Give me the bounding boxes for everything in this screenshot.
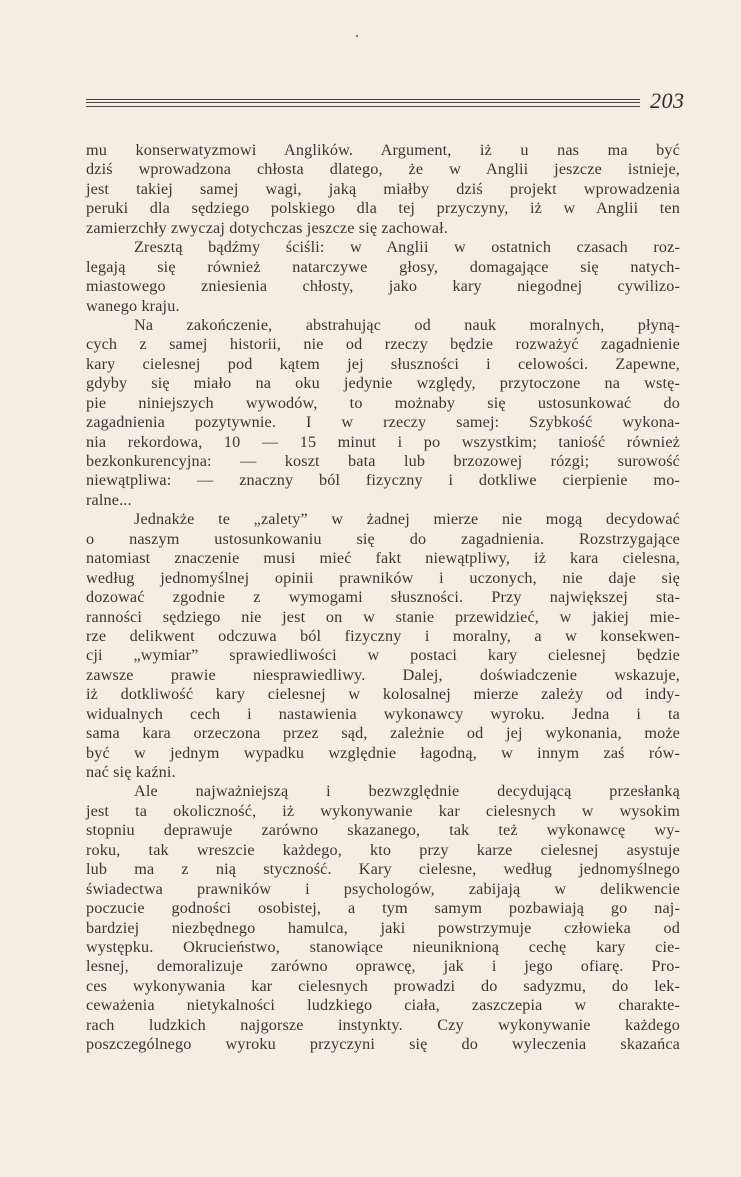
text-line: natomiast znaczenie musi mieć fakt niewątpliwy, iż kara cielesna, [86,549,680,568]
text-line: ralne... [86,490,132,509]
text-line: niewątpliwa: — znaczny ból fizyczny i dotkliwe cierpienie mo- [86,471,680,490]
text-line: Jednakże te „zalety” w żadnej mierze nie mogą decydować [134,510,680,529]
text-line: jest ta okoliczność, iż wykonywanie kar cielesnych w wysokim [86,801,680,820]
text-line: występku. Okrucieństwo, stanowiące nieuniknioną cechę kary cie- [86,937,680,956]
text-line: ranności sędziego nie jest on w stanie przewidzieć, w jakiej mie- [86,607,680,626]
page-number: 203 [650,88,685,113]
page-header [86,88,686,116]
text-line: zawsze prawie niesprawiedliwy. Dalej, doświadczenie wskazuje, [86,665,680,684]
text-line: kary cielesnej pod kątem jej słuszności i celowości. Zapewne, [86,354,680,373]
text-line: rze delikwent odczuwa ból fizyczny i moralny, a w konsekwen- [86,626,680,645]
text-line: bardziej niezbędnego hamulca, jaki powstrzymuje człowieka od [86,918,680,937]
ink-speck [356,35,358,37]
text-line: bezkonkurencyjna: — koszt bata lub brzozowej rózgi; surowość [86,452,680,470]
text-line: ces wykonywania kar cielesnych prowadzi do sadyzmu, do lek- [86,976,680,995]
text-line: pie niniejszych wywodów, to możnaby się ustosunkować do [86,393,680,412]
text-line: lesnej, demoralizuje zarówno oprawcę, jak i jego ofiarę. Pro- [86,957,680,976]
text-line: lub ma z nią styczność. Kary cielesne, według jednomyślnego [86,860,680,879]
text-line: miastowego zniesienia chłosty, jako kary niegodnej cywilizo- [86,277,680,296]
text-line: gdyby się miało na oku jedynie względy, przytoczone na wstę- [86,374,680,393]
text-line: jest takiej samej wagi, jaką miałby dziś projekt wprowadzenia [86,179,680,198]
text-line: zamierzchły zwyczaj dotychczas jeszcze się zachował. [86,218,448,237]
text-line: legają się również natarczywe głosy, domagające się natych- [86,257,680,276]
text-line: nia rekordowa, 10 — 15 minut i po wszystkim; taniość również [86,432,680,451]
text-line: wanego kraju. [86,296,180,315]
text-line: świadectwa prawników i psychologów, zabijają w delikwencie [86,879,680,898]
text-line: poczucie godności osobistej, a tym samym pozbawiają go naj- [86,899,680,918]
text-line: o naszym ustosunkowaniu się do zagadnienia. Rozstrzygające [86,529,680,548]
text-line: Ale najważniejszą i bezwzględnie decydującą przesłanką [134,782,680,801]
text-line: Na zakończenie, abstrahując od nauk moralnych, płyną- [134,315,680,334]
text-line: nać się kaźni. [86,763,176,781]
text-line: mu konserwatyzmowi Anglików. Argument, iż u nas ma być [86,141,680,159]
text-line: poszczególnego wyroku przyczyni się do wyleczenia skazańca [86,1035,680,1054]
text-line: dziś wprowadzona chłosta dlatego, że w Anglii jeszcze istnieje, [86,160,680,179]
header-rule [86,99,640,107]
text-line: cji „wymiar” sprawiedliwości w postaci kary cielesnej będzie [86,646,680,665]
text-line: stopniu deprawuje zarówno skazanego, tak też wykonawcę wy- [86,821,680,840]
text-line: cych z samej historii, nie od rzeczy będzie rozważyć zagadnienie [86,335,680,354]
text-line: iż dotkliwość kary cielesnej w kolosalnej mierze zależy od indy- [86,685,680,704]
text-line: Zresztą bądźmy ściśli: w Anglii w ostatnich czasach roz- [134,238,680,257]
text-line: według jednomyślnej opinii prawników i uczonych, nie daje się [86,568,680,587]
text-line: zagadnienia pozytywnie. I w rzeczy samej: Szybkość wykona- [86,413,680,432]
text-line: sama kara orzeczona przez sąd, zależnie od jej wykonania, może [86,724,680,743]
text-line: rach ludzkich najgorsze instynkty. Czy wykonywanie każdego [86,1015,680,1034]
text-line: roku, tak wreszcie każdego, kto przy karze cielesnej asystuje [86,840,680,859]
text-line: być w jednym wypadku względnie łagodną, w innym zaś rów- [86,743,680,762]
text-line: widualnych cech i nastawienia wykonawcy wyroku. Jedna i ta [86,704,680,723]
text-line: peruki dla sędziego polskiego dla tej przyczyny, iż w Anglii ten [86,199,680,218]
body-text [86,141,680,1055]
text-line: dozować zgodnie z wymogami słuszności. Przy największej sta- [86,588,680,607]
text-line: ceważenia nietykalności ludzkiego ciała, zaszczepia w charakte- [86,996,680,1015]
